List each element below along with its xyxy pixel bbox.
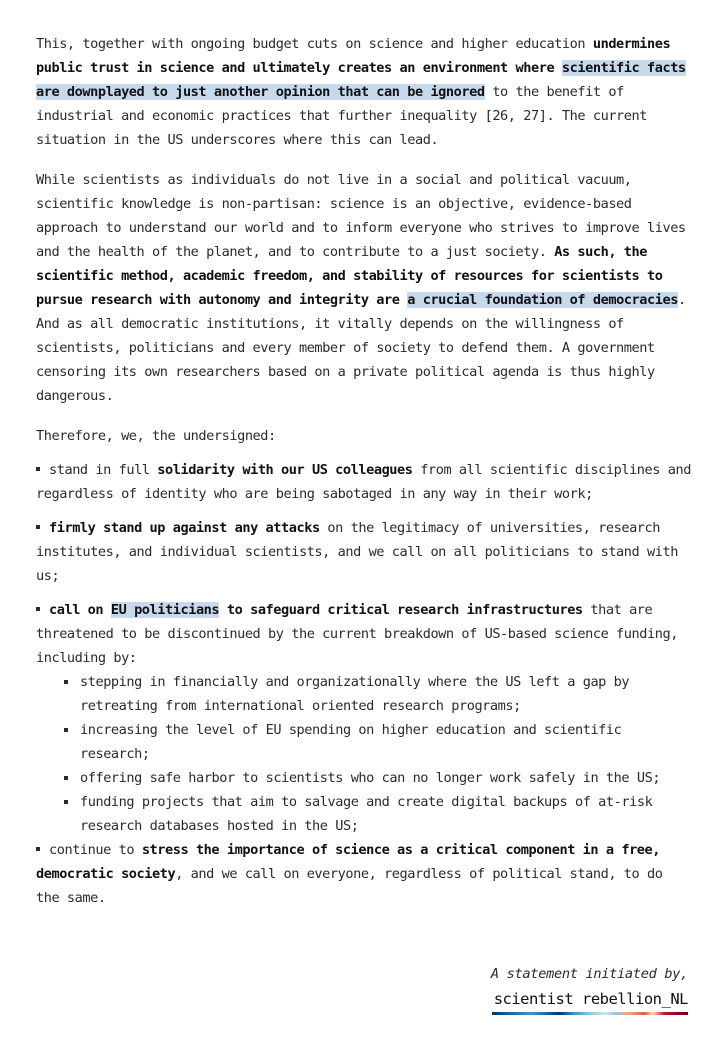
bold-text: As such, the scientific method, academic freedom, and stability of resources for scientists to pursue research with autonomy and integrity are	[36, 244, 663, 308]
climate-stripes-decoration	[492, 1012, 688, 1015]
statement-document	[36, 32, 692, 910]
bullet-icon	[36, 467, 40, 471]
paragraph-non-partisan	[36, 168, 692, 408]
text: from all scientific disciplines and regardless of identity who are being sabotaged in any way in their work;	[36, 462, 691, 502]
text: While scientists as individuals do not live in a social and political vacuum, scientific knowledge is non-partisan: science is an objective, evidence-based approach to understand our world and to inform everyone who strives to improve lives and the health of the planet, and to contribute to a just society.	[36, 172, 686, 260]
bold-text: call on	[49, 602, 111, 618]
text: This, together with ongoing budget cuts on science and higher education	[36, 36, 593, 52]
text: continue to	[49, 842, 142, 858]
text: . And as all democratic institutions, it vitally depends on the willingness of scientists, politicians and every member of society to defend them. A government censoring its own researchers based on a private political agenda is thus highly dangerous.	[36, 292, 686, 404]
list-item-solidarity	[36, 458, 692, 506]
bold-text: firmly stand up against any attacks	[49, 520, 320, 536]
brand-logo-text: scientist rebellion_NL	[493, 990, 688, 1008]
list-item-call-on-eu	[36, 598, 692, 670]
sub-list-item: stepping in financially and organizationally where the US left a gap by retreating from international oriented research programs;	[80, 670, 692, 718]
text: on the legitimacy of universities, research institutes, and individual scientists, and we call on all politicians to stand with us;	[36, 520, 678, 584]
list-item-stand-up	[36, 516, 692, 588]
highlighted-text: a crucial foundation of democracies	[407, 292, 678, 308]
list-item-importance	[36, 838, 692, 910]
text: , and we call on everyone, regardless of political stand, to do the same.	[36, 866, 663, 906]
text: to the benefit of industrial and economic practices that further inequality [26, 27]. The current situation in the US underscores where this can lead.	[36, 84, 647, 148]
paragraph-undersigned: Therefore, we, the undersigned:	[36, 428, 276, 444]
highlighted-text: EU politicians	[110, 602, 220, 618]
bullet-icon	[36, 607, 40, 611]
text: that are threatened to be discontinued by the current breakdown of US-based science funding, including by:	[36, 602, 678, 666]
sub-list-item: funding projects that aim to salvage and create digital backups of at-risk research databases hosted in the US;	[80, 790, 692, 838]
bullet-icon	[36, 847, 40, 851]
bold-text: stress the importance of science as a critical component in a free, democratic society	[36, 842, 660, 882]
signature-block	[491, 964, 688, 1015]
bullet-icon	[36, 525, 40, 529]
signature-line: A statement initiated by,	[490, 966, 688, 982]
sub-list-item: increasing the level of EU spending on higher education and scientific research;	[80, 718, 692, 766]
bold-text: to safeguard critical research infrastructures	[219, 602, 583, 618]
bold-text: undermines public trust in science and ultimately creates an environment where	[36, 36, 671, 76]
highlighted-text: scientific facts are downplayed to just another opinion that can be ignored	[36, 60, 686, 100]
text: stand in full	[49, 462, 158, 478]
paragraph-budget-cuts	[36, 32, 692, 152]
sub-list-item: offering safe harbor to scientists who can no longer work safely in the US;	[80, 766, 692, 790]
bold-text: solidarity with our US colleagues	[157, 462, 413, 478]
sub-list	[80, 670, 692, 838]
